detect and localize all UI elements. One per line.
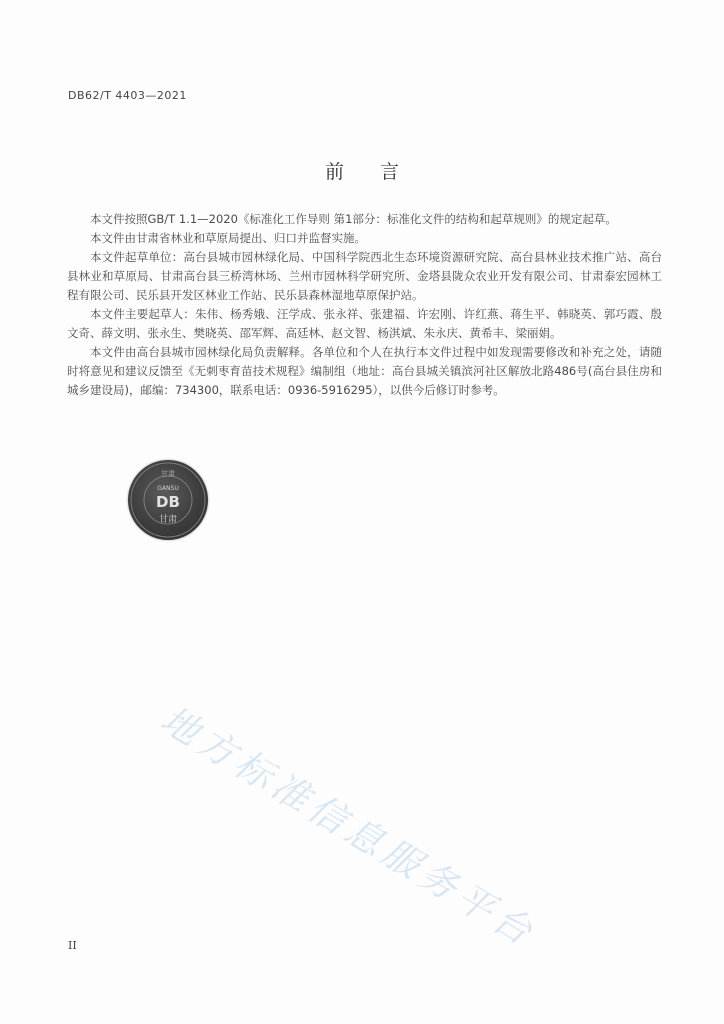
- paragraph-drafting-units: 本文件起草单位：高台县城市园林绿化局、中国科学院西北生态环境资源研究院、高台县林业技术推广站、高台县林业和草原局、甘肃高台县三桥湾林场、兰州市园林科学研究所、金塔县陇众农业开发有限公司、甘肃泰宏园林工程有限公司、民乐县开发区林业工作站、民乐县森林湿地草原保护站。: [67, 250, 662, 302]
- section-title: 前言: [324, 161, 435, 183]
- seal-bottom-text: 甘肃: [158, 515, 178, 525]
- foreword-body: [67, 210, 662, 400]
- paragraph-feedback: 本文件由高台县城市园林绿化局负责解释。各单位和个人在执行本文件过程中如发现需要修改和补充之处，请随时将意见和建议反馈至《无刺枣育苗技术规程》编制组（地址：高台县城关镇滨河社区解放北路486号(高台县住房和城乡建设局)，邮编：734300，联系电话：0936-5916295），以供今后修订时参考。: [67, 345, 662, 397]
- document-code: DB62/T 4403—2021: [68, 89, 187, 102]
- paragraph-proposer: 本文件由甘肃省林业和草原局提出、归口并监督实施。: [90, 231, 366, 245]
- paragraph-drafters: 本文件主要起草人：朱伟、杨秀娥、汪学成、张永祥、张建福、许宏刚、许红燕、蒋生平、韩晓英、郭巧霞、殷文奇、薛文明、张永生、樊晓英、邵军辉、高廷林、赵文智、杨淇斌、朱永庆、黄希丰、梁丽娟。: [67, 307, 662, 340]
- seal-center-text: DB: [156, 493, 180, 511]
- seal-ring-text: GANSU: [157, 485, 179, 492]
- seal-top-text: 甘肃: [161, 470, 175, 478]
- seal-graphic: [128, 460, 208, 540]
- paragraph-drafting-rules: 本文件按照GB/T 1.1—2020《标准化工作导则 第1部分：标准化文件的结构和起草规则》的规定起草。: [90, 212, 617, 226]
- db-seal-stamp: [128, 460, 208, 540]
- platform-watermark: 地方标准信息服务平台: [153, 697, 544, 957]
- page-number: II: [68, 939, 77, 952]
